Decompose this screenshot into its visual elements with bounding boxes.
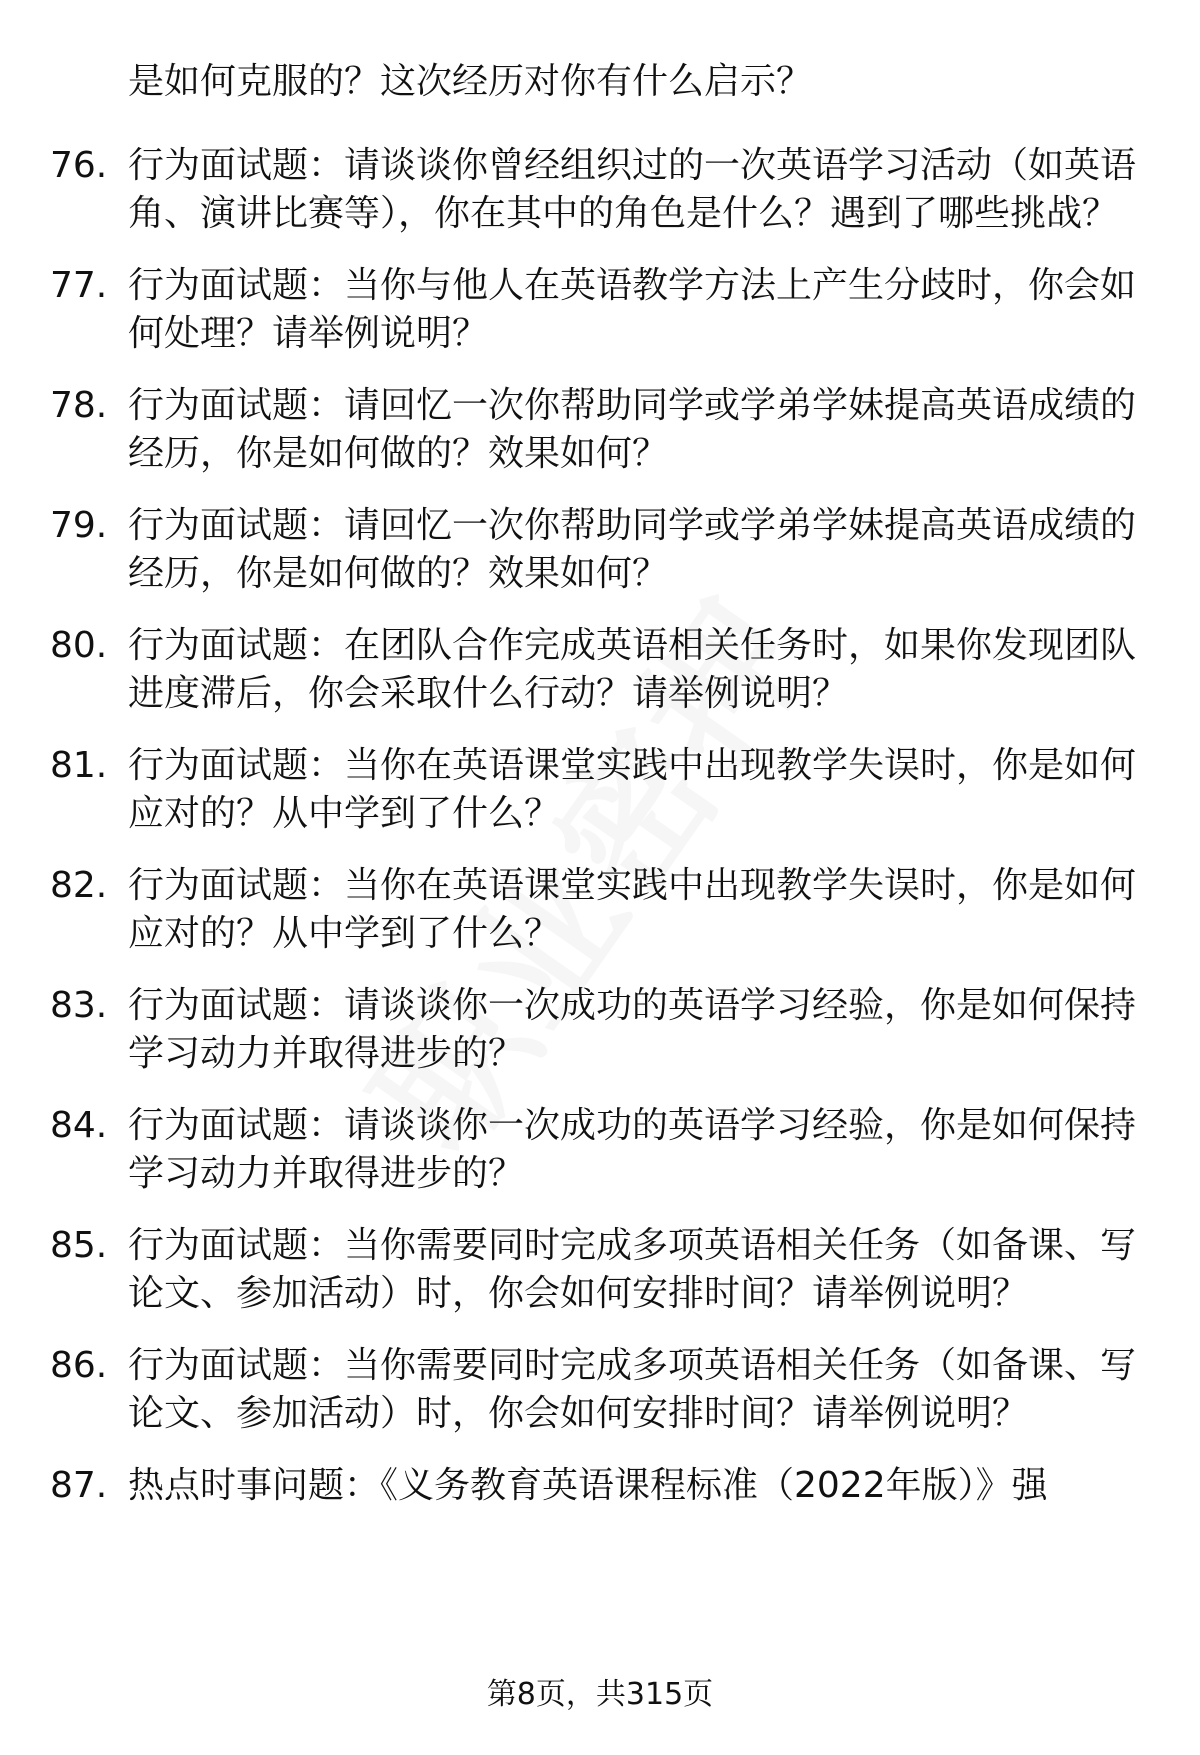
question-number: 82. — [50, 865, 108, 906]
question-number: 83. — [50, 985, 108, 1026]
question-text: 行为面试题：请谈谈你一次成功的英语学习经验，你是如何保持学习动力并取得进步的？ — [128, 1105, 1137, 1194]
question-item — [0, 142, 1200, 242]
question-text: 行为面试题：请谈谈你一次成功的英语学习经验，你是如何保持学习动力并取得进步的？ — [128, 985, 1137, 1074]
question-item — [0, 1342, 1200, 1442]
question-number: 78. — [50, 385, 108, 426]
question-item — [0, 622, 1200, 722]
question-number: 80. — [50, 625, 108, 666]
question-text: 行为面试题：请回忆一次你帮助同学或学弟学妹提高英语成绩的经历，你是如何做的？效果如何？ — [128, 385, 1137, 474]
question-number: 79. — [50, 505, 108, 546]
question-text: 行为面试题：请谈谈你曾经组织过的一次英语学习活动（如英语角、演讲比赛等），你在其中的角色是什么？遇到了哪些挑战？ — [128, 145, 1137, 234]
continuation-text: 是如何克服的？这次经历对你有什么启示？ — [128, 61, 813, 102]
question-text: 热点时事问题：《义务教育英语课程标准（2022年版）》强 — [128, 1465, 1048, 1506]
question-number: 77. — [50, 265, 108, 306]
question-text: 行为面试题：当你在英语课堂实践中出现教学失误时，你是如何应对的？从中学到了什么？ — [128, 745, 1137, 834]
question-text: 行为面试题：当你在英语课堂实践中出现教学失误时，你是如何应对的？从中学到了什么？ — [128, 865, 1137, 954]
question-number: 76. — [50, 145, 108, 186]
question-item — [0, 1222, 1200, 1322]
question-number: 87. — [50, 1465, 108, 1506]
question-item — [0, 502, 1200, 602]
question-text: 行为面试题：请回忆一次你帮助同学或学弟学妹提高英语成绩的经历，你是如何做的？效果如何？ — [128, 505, 1137, 594]
question-number: 84. — [50, 1105, 108, 1146]
question-text: 行为面试题：当你需要同时完成多项英语相关任务（如备课、写论文、参加活动）时，你会如何安排时间？请举例说明？ — [128, 1225, 1137, 1314]
question-item — [0, 262, 1200, 362]
page-footer: 第8页，共315页 — [486, 1677, 714, 1712]
question-item — [0, 742, 1200, 842]
question-item — [0, 382, 1200, 482]
question-number: 86. — [50, 1345, 108, 1386]
question-item — [0, 982, 1200, 1082]
question-item — [0, 862, 1200, 962]
question-number: 81. — [50, 745, 108, 786]
question-text: 行为面试题：当你需要同时完成多项英语相关任务（如备课、写论文、参加活动）时，你会如何安排时间？请举例说明？ — [128, 1345, 1137, 1434]
question-item — [0, 1462, 1200, 1562]
question-text: 行为面试题：在团队合作完成英语相关任务时，如果你发现团队进度滞后，你会采取什么行动？请举例说明？ — [128, 625, 1137, 714]
question-item — [0, 1102, 1200, 1202]
question-number: 85. — [50, 1225, 108, 1266]
question-text: 行为面试题：当你与他人在英语教学方法上产生分歧时，你会如何处理？请举例说明？ — [128, 265, 1137, 354]
